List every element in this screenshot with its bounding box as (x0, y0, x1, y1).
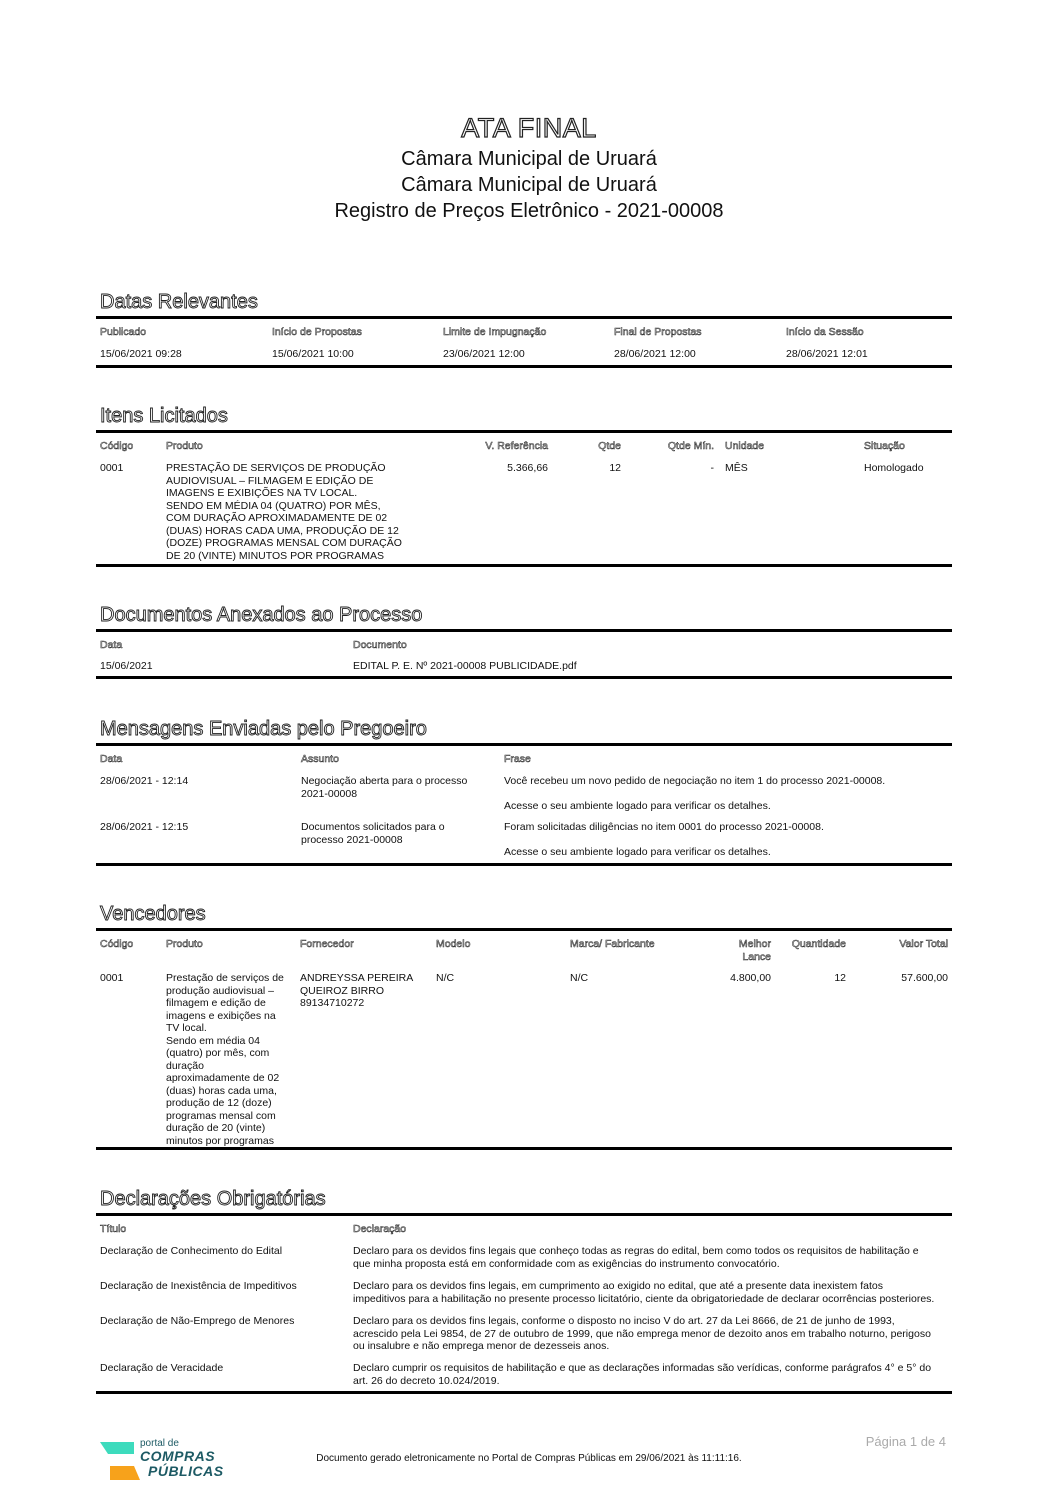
text-line: aproximadamente de 02 (166, 1072, 280, 1084)
message-date: 28/06/2021 - 12:14 (100, 775, 189, 787)
winner-quantity: 12 (834, 972, 846, 984)
text-line: 89134710272 (300, 997, 365, 1009)
text-line: SENDO EM MÉDIA 04 (QUATRO) POR MÊS, (166, 499, 381, 512)
section-title: Declarações Obrigatórias (100, 1188, 326, 1210)
declaration-title: Declaração de Inexistência de Impeditivos (100, 1280, 297, 1292)
col-header: Declaração (353, 1223, 407, 1235)
col-header: Marca/ Fabricante (570, 938, 655, 950)
text-line: Declaro para os devidos fins legais, conforme o disposto no inciso V do art. 27 da Lei 8666, de 21 de junho de 1993, (353, 1315, 895, 1327)
col-header: Data (100, 753, 123, 765)
text-line: produção audiovisual – (166, 984, 274, 997)
text-line: Negociação aberta para o processo (301, 775, 468, 787)
message-subject (301, 821, 445, 846)
item-unit: MÊS (725, 462, 748, 474)
text-line: minutos por programas (166, 1134, 274, 1147)
text-line: (quatro) por mês, com (166, 1047, 270, 1059)
text-line: acrescido pela Lei 9854, de 27 de outubro de 1999, que não emprega menor de dezoito anos em trabalho noturno, perigoso (353, 1327, 931, 1340)
text-line: Acesse o seu ambiente logado para verificar os detalhes. (504, 845, 771, 858)
text-line: (DUAS) HORAS CADA UMA, PRODUÇÃO DE 12 (166, 524, 399, 537)
text-line: que minha proposta está em conformidade com as exigências do instrumento convocatório. (353, 1257, 780, 1270)
document-header (0, 110, 1058, 224)
organization-name: Câmara Municipal de Uruará (401, 148, 657, 170)
winner-code: 0001 (100, 972, 124, 984)
col-header: Produto (166, 938, 203, 950)
winners-table (96, 931, 952, 1147)
text-line: duração (166, 1059, 204, 1072)
organization-unit: Câmara Municipal de Uruará (401, 174, 657, 196)
col-header: Quantidade (791, 938, 846, 950)
winner-brand: N/C (570, 972, 589, 984)
col-header: Publicado (100, 326, 147, 338)
date-impugnation-limit: 23/06/2021 12:00 (443, 348, 525, 360)
declaration-text (353, 1315, 931, 1353)
section-title: Mensagens Enviadas pelo Pregoeiro (100, 718, 427, 740)
text-line: processo 2021-00008 (301, 833, 403, 846)
item-quantity: 12 (609, 462, 621, 474)
col-header: Código (100, 440, 134, 452)
text-line: Acesse o seu ambiente logado para verificar os detalhes. (504, 799, 771, 812)
section-title: Datas Relevantes (100, 291, 258, 313)
winner-supplier (300, 972, 413, 1010)
col-header: Qtde (598, 440, 621, 452)
item-status: Homologado (864, 462, 924, 474)
logo-small-text: portal de (140, 1438, 179, 1449)
text-line: 2021-00008 (301, 787, 358, 800)
text-line: Documentos solicitados para o (301, 821, 445, 833)
item-code: 0001 (100, 462, 124, 474)
text-line: duração de 20 (vinte) (166, 1122, 266, 1134)
dates-table (96, 319, 952, 365)
document-link[interactable]: EDITAL P. E. Nº 2021-00008 PUBLICIDADE.pdf (353, 660, 577, 672)
text-line: AUDIOVISUAL – FILMAGEM E EDIÇÃO DE (166, 474, 374, 487)
text-line: ANDREYSSA PEREIRA (300, 972, 414, 984)
winner-model: N/C (436, 972, 455, 984)
col-header: Fornecedor (300, 938, 354, 950)
declaration-title: Declaração de Veracidade (100, 1362, 224, 1374)
section-divider (96, 564, 952, 567)
text-line: filmagem e edição de (166, 997, 266, 1009)
winner-product (166, 972, 296, 1147)
section-declaracoes (96, 1185, 952, 1394)
date-proposals-end: 28/06/2021 12:00 (614, 348, 696, 360)
section-documentos (96, 601, 952, 679)
process-name: Registro de Preços Eletrônico - 2021-00008 (334, 200, 724, 222)
section-itens-licitados (96, 402, 952, 567)
date-session-start: 28/06/2021 12:01 (786, 348, 868, 360)
col-header: Data (100, 639, 123, 651)
col-header: Assunto (301, 753, 339, 765)
col-header: Produto (166, 440, 203, 452)
document-date: 15/06/2021 (100, 660, 153, 672)
text-line: Declaro para os devidos fins legais, em cumprimento ao exigido no edital, que até a presente data inexistem fatos (353, 1280, 883, 1292)
text-line: Declaro cumprir os requisitos de habilitação e que as declarações informadas são verídicas, conforme parágrafos 4° e 5° do (353, 1362, 932, 1374)
items-table (96, 433, 952, 564)
text-line: QUEIROZ BIRRO (300, 984, 385, 997)
col-header: Frase (504, 753, 531, 765)
section-vencedores (96, 900, 952, 1150)
message-date: 28/06/2021 - 12:15 (100, 821, 189, 833)
text-line: (DOZE) PROGRAMAS MENSAL COM DURAÇÃO (166, 537, 402, 549)
text-line: Sendo em média 04 (166, 1034, 260, 1047)
col-header: Qtde Mín. (667, 440, 714, 452)
item-reference-value: 5.366,66 (507, 462, 548, 474)
text-line: (duas) horas cada uma, (166, 1084, 277, 1097)
declaration-title: Declaração de Não-Emprego de Menores (100, 1315, 295, 1327)
text-line: impeditivos para a habilitação no presente processo licitatório, ciente da obrigatoriedade de declarar ocorrências posteriores. (353, 1292, 935, 1305)
section-mensagens (96, 715, 952, 866)
message-text (504, 775, 885, 812)
section-title: Documentos Anexados ao Processo (100, 604, 423, 626)
winner-total-value: 57.600,00 (901, 972, 948, 984)
col-header: Valor Total (899, 938, 948, 950)
col-header: Código (100, 938, 134, 950)
col-header: Modelo (436, 938, 471, 950)
col-header: Documento (353, 639, 407, 651)
declaration-title: Declaração de Conhecimento do Edital (100, 1245, 283, 1257)
col-header: Melhor Lance (738, 938, 771, 963)
text-line: DE 20 (VINTE) MINUTOS POR PROGRAMAS (166, 549, 385, 562)
text-line: Declaro para os devidos fins legais que conheço todas as regras do edital, bem como todos os requisitos de habilitação e (353, 1245, 919, 1257)
col-header: Final de Propostas (614, 326, 702, 338)
date-proposals-start: 15/06/2021 10:00 (272, 348, 354, 360)
item-product (166, 462, 446, 562)
item-min-quantity: - (710, 462, 714, 474)
col-header: Início de Propostas (272, 326, 362, 338)
section-datas-relevantes (96, 288, 952, 368)
text-line: art. 26 do decreto 10.024/2019. (353, 1374, 500, 1387)
documents-table (96, 632, 952, 676)
declaration-text (353, 1280, 934, 1305)
text-line: Foram solicitadas diligências no item 0001 do processo 2021-00008. (504, 821, 824, 833)
section-title: Vencedores (100, 903, 206, 925)
message-subject (301, 775, 467, 800)
logo-line-2: PÚBLICAS (148, 1463, 224, 1479)
text-line: ou insalubre e não emprega menor de dezesseis anos. (353, 1340, 610, 1352)
page-number: Página 1 de 4 (865, 1434, 946, 1449)
messages-table (96, 746, 952, 863)
text-line: Prestação de serviços de (166, 972, 284, 984)
section-title: Itens Licitados (100, 405, 228, 427)
message-text (504, 821, 824, 858)
col-header: Título (100, 1223, 127, 1235)
text-line: imagens e exibições na (166, 1009, 276, 1022)
text-line: produção de 12 (doze) (166, 1097, 272, 1109)
section-divider (96, 676, 952, 679)
declaration-text (353, 1362, 931, 1387)
generated-note: Documento gerado eletronicamente no Portal de Compras Públicas em 29/06/2021 às 11:11:16. (316, 1453, 742, 1464)
col-header: Início da Sessão (786, 326, 864, 338)
declaration-text (353, 1245, 919, 1270)
date-published: 15/06/2021 09:28 (100, 348, 182, 360)
section-divider (96, 365, 952, 368)
section-divider (96, 863, 952, 866)
section-divider (96, 1147, 952, 1150)
section-divider (96, 1391, 952, 1394)
col-header: Unidade (725, 440, 765, 452)
text-line: COM DURAÇÃO APROXIMADAMENTE DE 02 (166, 512, 388, 524)
col-header: Situação (864, 440, 905, 452)
text-line: programas mensal com (166, 1109, 276, 1122)
winner-best-bid: 4.800,00 (730, 972, 771, 984)
col-header: V. Referência (485, 440, 548, 452)
text-line: IMAGENS E EXIBIÇÕES NA TV LOCAL. (166, 487, 358, 499)
text-line: Você recebeu um novo pedido de negociação no item 1 do processo 2021-00008. (504, 775, 886, 787)
col-header: Limite de Impugnação (443, 326, 547, 338)
logo-line-1: COMPRAS (140, 1448, 216, 1464)
declarations-table (96, 1216, 952, 1391)
document-title: ATA FINAL (461, 113, 597, 143)
text-line: TV local. (166, 1022, 207, 1034)
text-line: PRESTAÇÃO DE SERVIÇOS DE PRODUÇÃO (166, 462, 386, 474)
